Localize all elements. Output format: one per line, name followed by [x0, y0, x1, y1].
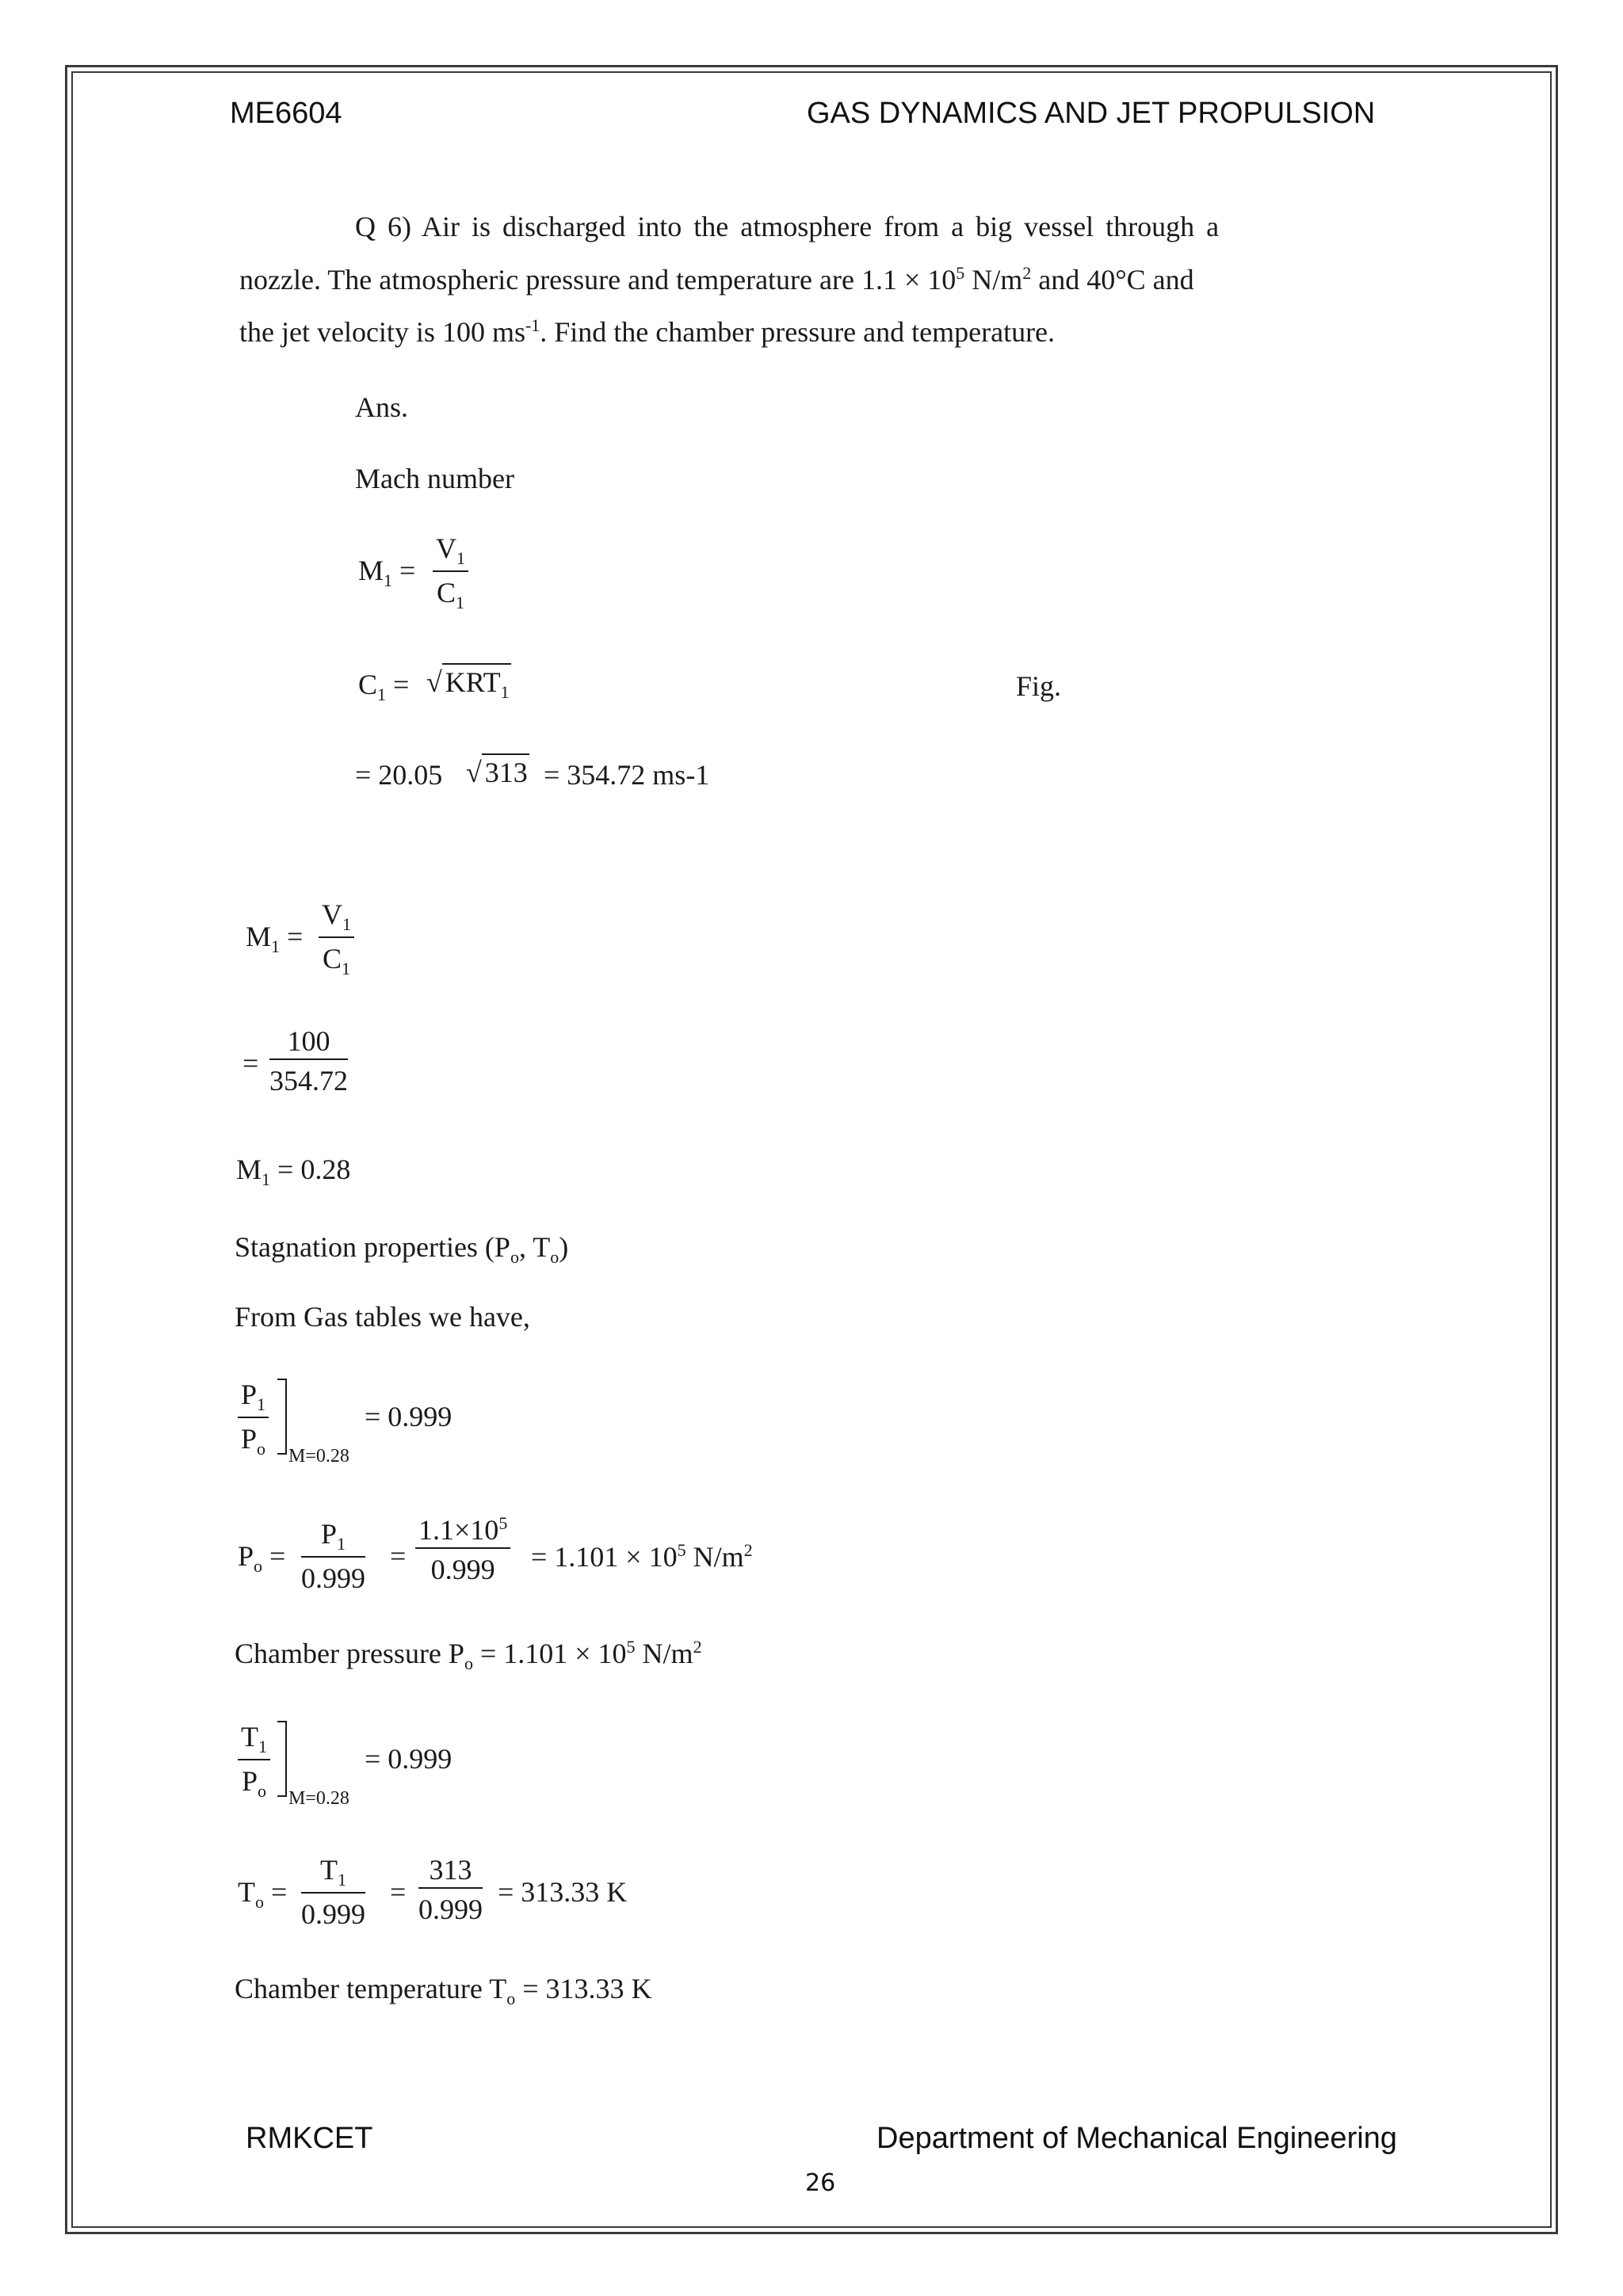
question-line-2: nozzle. The atmospheric pressure and temperature are $1.1 \times 10^5$ $N/m^2$ and 40°C and — [239, 263, 1194, 296]
mach-number-label: Mach number — [355, 463, 514, 494]
mach-def-lhs: $M_1$ = — [358, 555, 416, 591]
chamber-pressure: Chamber pressure $P_o = 1.101 \times 10^5$ $N/m^2$ — [235, 1637, 702, 1674]
chamber-temperature: Chamber temperature $T_o = 313.33$ K — [235, 1973, 652, 2009]
pressure-ratio-fraction: $\frac{P_1}{P_o}$ — [238, 1380, 269, 1458]
ans-label: Ans. — [355, 391, 409, 423]
temperature-ratio-value: = 0.999 — [365, 1743, 453, 1775]
sqrt-313: √ 313 — [466, 756, 529, 789]
mach-result: $M_1 = 0.28$ — [236, 1154, 351, 1190]
stag-pressure-result: = $1.101 \times 10^5$ $N/m^2$ — [531, 1540, 753, 1573]
stag-temp-fraction-2: $\frac{313}{0.999}$ — [418, 1854, 483, 1925]
stagnation-label: Stagnation properties ($P_o$, $T_o$) — [235, 1231, 569, 1268]
footer-department: Department of Mechanical Engineering — [876, 2122, 1397, 2155]
question-line-3: the jet velocity is 100 $ms^{-1}$. Find the chamber pressure and temperature. — [239, 315, 1056, 348]
temperature-ratio-bracket — [277, 1721, 287, 1797]
stag-temp-result: = 313.33 K — [498, 1876, 628, 1908]
pressure-ratio-value: = 0.999 — [365, 1401, 453, 1432]
footer-institution: RMKCET — [246, 2122, 373, 2155]
mach-def-fraction: $\frac{V_1}{C_1}$ — [433, 534, 468, 612]
temperature-ratio-condition: M=0.28 — [288, 1788, 349, 1809]
mach-def-fraction-2: $\frac{V_1}{C_1}$ — [319, 900, 354, 978]
fig-label: Fig. — [1016, 670, 1062, 702]
sound-speed-lhs: $C_1$ = — [358, 669, 410, 705]
mach-calc-fraction: $\frac{100}{354.72}$ — [269, 1025, 348, 1097]
sqrt-krt: √ $KRT_1$ — [426, 666, 511, 703]
stag-pressure-lhs: $P_o$ = — [238, 1540, 286, 1577]
sound-speed-calc-post: = 354.72 ms-1 — [544, 759, 710, 791]
stag-temp-equals: = — [390, 1876, 407, 1908]
temperature-ratio-fraction: $\frac{T_1}{P_o}$ — [238, 1722, 270, 1800]
course-title: GAS DYNAMICS AND JET PROPULSION — [807, 97, 1376, 130]
question-line-1: Q 6) Air is discharged into the atmosphere from a big vessel through a — [355, 211, 1220, 242]
stag-pressure-equals: = — [390, 1540, 407, 1572]
page-border-inner — [71, 71, 1552, 2228]
stag-pressure-fraction-2: $\frac{1.1\times 10^5}{0.999}$ — [415, 1515, 510, 1584]
pressure-ratio-condition: M=0.28 — [288, 1446, 349, 1466]
page-number: 26 — [805, 2169, 836, 2197]
gas-tables-label: From Gas tables we have, — [235, 1301, 530, 1333]
sound-speed-calc-pre: = 20.05 — [355, 759, 443, 791]
mach-def-lhs-2: $M_1$ = — [246, 921, 304, 957]
pressure-ratio-bracket — [277, 1379, 287, 1455]
stag-temp-lhs: $T_o$ = — [238, 1876, 288, 1913]
stag-temp-fraction-1: $\frac{T_1}{0.999}$ — [301, 1854, 365, 1931]
course-code: ME6604 — [230, 97, 342, 130]
stag-pressure-fraction-1: $\frac{P_1}{0.999}$ — [301, 1518, 365, 1595]
mach-calc-equals: = — [242, 1047, 259, 1079]
